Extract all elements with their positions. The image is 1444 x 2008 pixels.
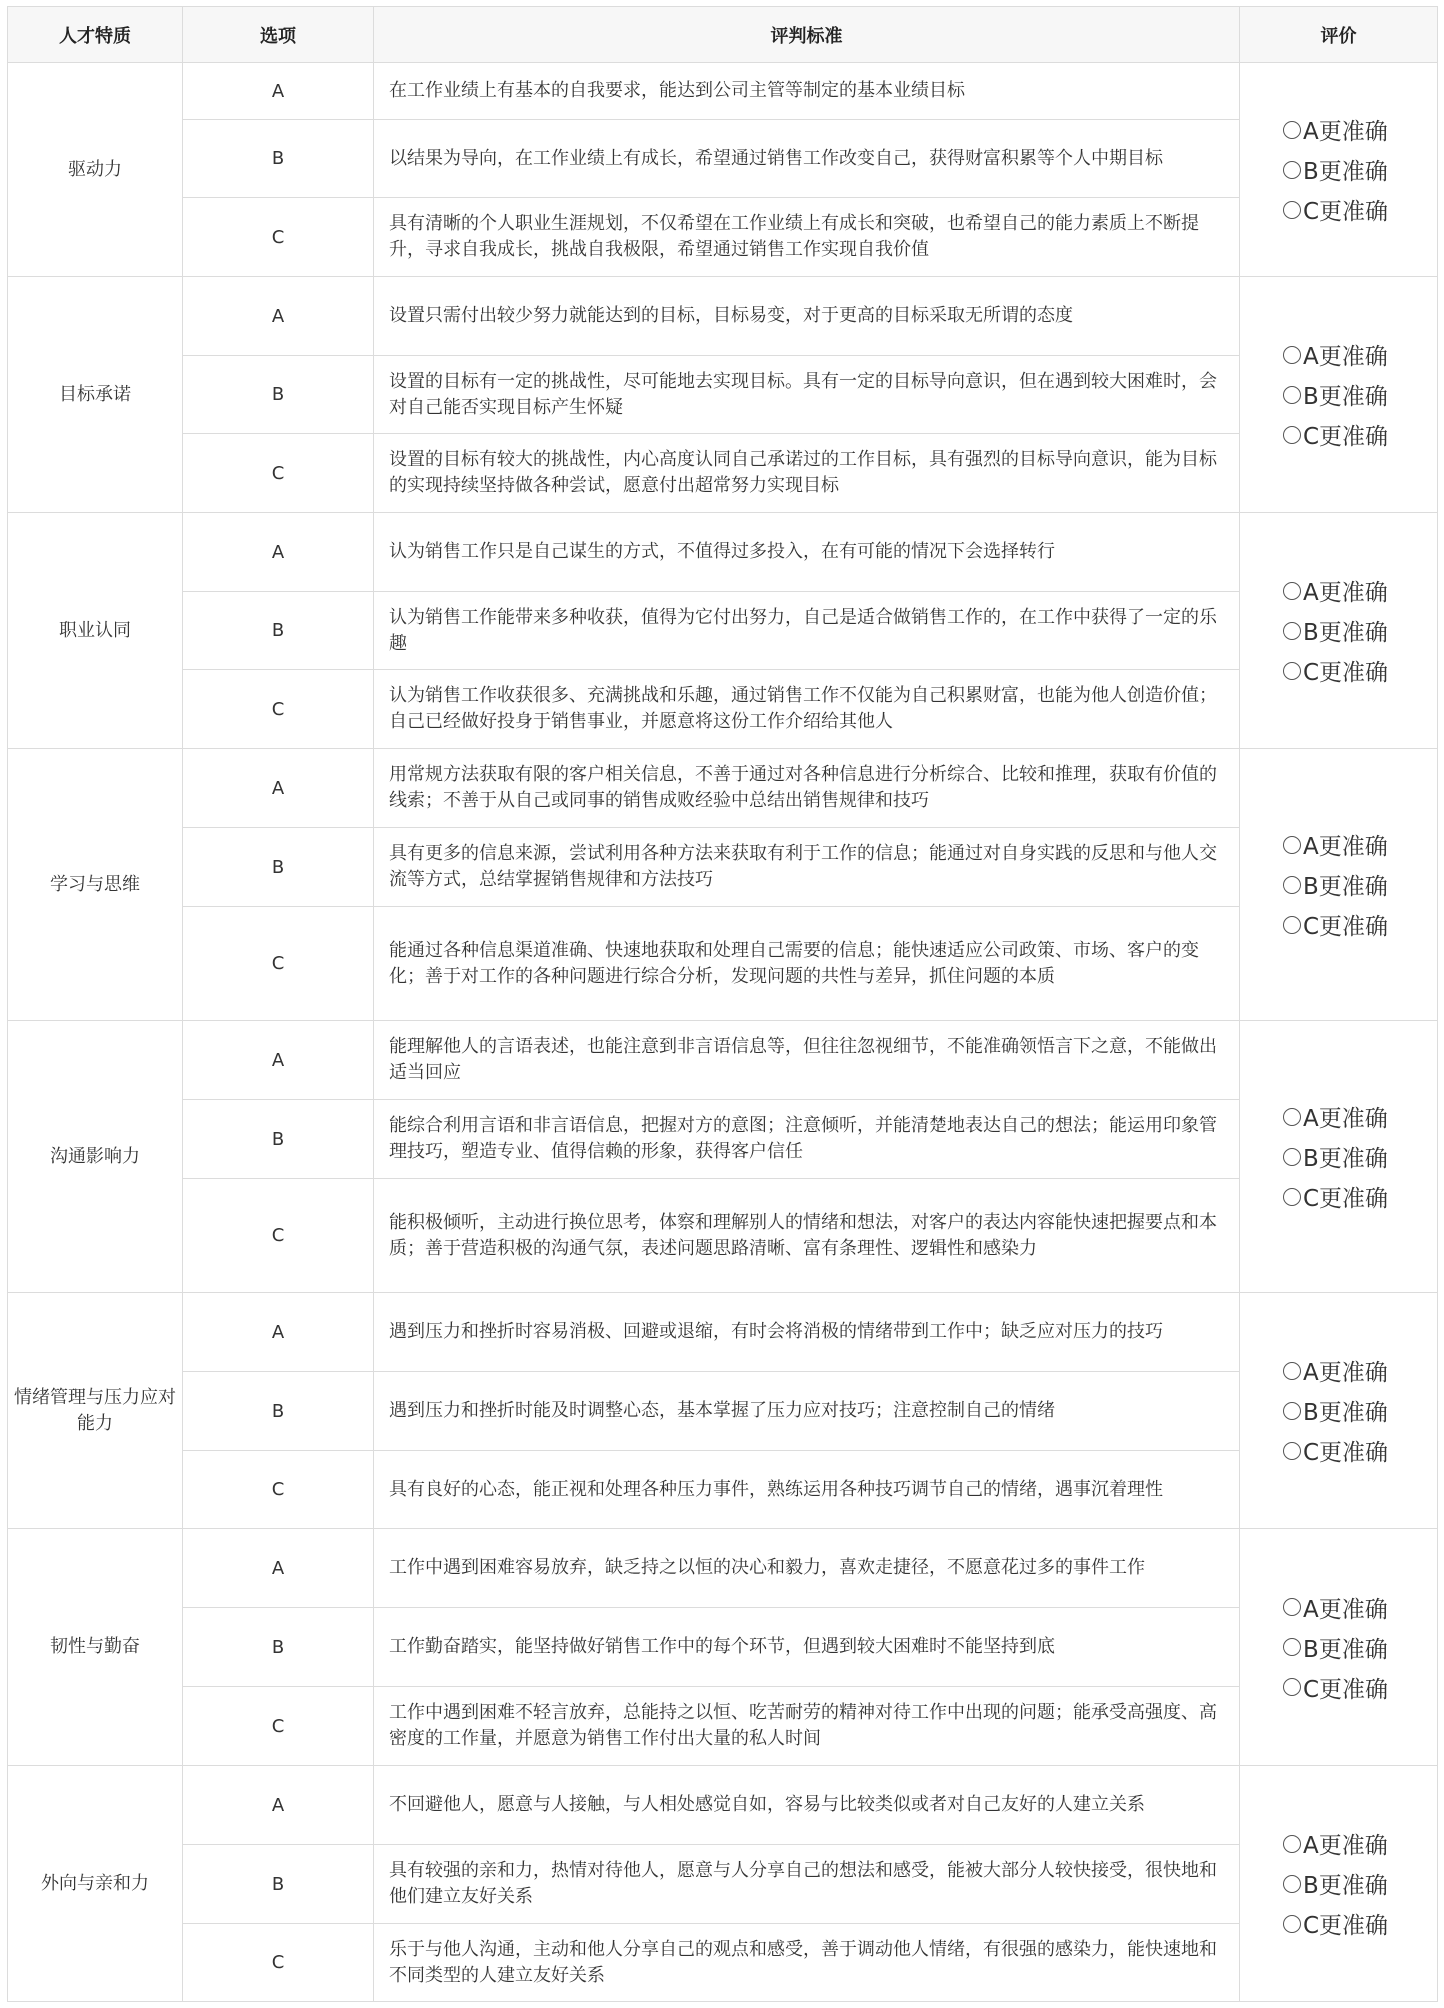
rating-cell (1240, 1021, 1438, 1293)
criteria-text: 工作中遇到困难容易放弃，缺乏持之以恒的决心和毅力，喜欢走捷径，不愿意花过多的事件工作 (374, 1529, 1240, 1608)
option-label: A (183, 277, 374, 356)
rating-option-label: C更准确 (1303, 1186, 1389, 1212)
option-label: A (183, 1021, 374, 1100)
criteria-text: 具有清晰的个人职业生涯规划，不仅希望在工作业绩上有成长和突破，也希望自己的能力素质上不断提升，寻求自我成长，挑战自我极限，希望通过销售工作实现自我价值 (374, 198, 1240, 277)
rating-option[interactable] (1283, 1587, 1437, 1627)
rating-option-label: B更准确 (1303, 1146, 1388, 1172)
table-row (8, 63, 1438, 120)
rating-option-label: B更准确 (1303, 384, 1388, 410)
radio-button[interactable] (1283, 1188, 1301, 1206)
criteria-text: 具有良好的心态，能正视和处理各种压力事件，熟练运用各种技巧调节自己的情绪，遇事沉着理性 (374, 1451, 1240, 1529)
rating-option-label: A更准确 (1303, 119, 1388, 145)
table-row (8, 592, 1438, 670)
table-row (8, 1021, 1438, 1100)
rating-option-label: A更准确 (1303, 1596, 1388, 1623)
table-row (8, 434, 1438, 513)
header-option: 选项 (183, 7, 374, 63)
option-label: C (183, 198, 374, 277)
rating-option-label: A更准确 (1303, 344, 1388, 370)
rating-option-label: A更准确 (1303, 1106, 1388, 1132)
radio-button[interactable] (1283, 1638, 1301, 1656)
rating-option[interactable] (1283, 1351, 1437, 1391)
criteria-text: 能综合利用言语和非言语信息，把握对方的意图；注意倾听，并能清楚地表达自己的想法；能运用印象管理技巧，塑造专业、值得信赖的形象，获得客户信任 (374, 1100, 1240, 1179)
rating-option-label: B更准确 (1303, 1873, 1388, 1899)
radio-button[interactable] (1283, 1598, 1301, 1616)
rating-option[interactable] (1283, 190, 1437, 230)
rating-option-label: B更准确 (1303, 874, 1388, 900)
criteria-text: 遇到压力和挫折时能及时调整心态，基本掌握了压力应对技巧；注意控制自己的情绪 (374, 1372, 1240, 1451)
table-row (8, 1924, 1438, 2002)
trait-name: 情绪管理与压力应对能力 (8, 1293, 183, 1529)
rating-option[interactable] (1283, 1864, 1437, 1904)
table-row (8, 1687, 1438, 1766)
rating-option-label: B更准确 (1303, 1400, 1388, 1426)
rating-option[interactable] (1283, 1667, 1437, 1707)
rating-option[interactable] (1283, 571, 1437, 611)
radio-button[interactable] (1283, 876, 1301, 894)
radio-button[interactable] (1283, 346, 1301, 364)
table-row (8, 277, 1438, 356)
table-row (8, 1293, 1438, 1372)
table-row (8, 1100, 1438, 1179)
trait-name: 学习与思维 (8, 749, 183, 1021)
option-label: A (183, 1293, 374, 1372)
rating-option[interactable] (1283, 1177, 1437, 1217)
radio-button[interactable] (1283, 386, 1301, 404)
header-trait: 人才特质 (8, 7, 183, 63)
radio-button[interactable] (1283, 1835, 1301, 1853)
option-label: C (183, 670, 374, 749)
option-label: B (183, 1845, 374, 1924)
rating-option[interactable] (1283, 1391, 1437, 1431)
table-row (8, 1372, 1438, 1451)
option-label: A (183, 1766, 374, 1845)
table-row (8, 356, 1438, 434)
option-label: B (183, 592, 374, 670)
radio-button[interactable] (1283, 1678, 1301, 1696)
option-label: C (183, 1451, 374, 1529)
option-label: C (183, 434, 374, 513)
rating-option-label: C更准确 (1303, 1676, 1389, 1703)
rating-option-label: C更准确 (1303, 424, 1389, 450)
option-label: A (183, 1529, 374, 1608)
option-label: A (183, 63, 374, 120)
table-row (8, 670, 1438, 749)
radio-button[interactable] (1283, 1148, 1301, 1166)
rating-option[interactable] (1283, 1824, 1437, 1864)
radio-button[interactable] (1283, 201, 1301, 219)
rating-option[interactable] (1283, 611, 1437, 651)
option-label: C (183, 1687, 374, 1766)
criteria-text: 工作中遇到困难不轻言放弃，总能持之以恒、吃苦耐劳的精神对待工作中出现的问题；能承受高强度、高密度的工作量，并愿意为销售工作付出大量的私人时间 (374, 1687, 1240, 1766)
table-row (8, 513, 1438, 592)
radio-button[interactable] (1283, 836, 1301, 854)
criteria-text: 能理解他人的言语表述，也能注意到非言语信息等，但往往忽视细节，不能准确领悟言下之意，不能做出适当回应 (374, 1021, 1240, 1100)
rating-option[interactable] (1283, 415, 1437, 455)
rating-cell (1240, 1529, 1438, 1766)
radio-button[interactable] (1283, 1442, 1301, 1460)
talent-assessment-table (7, 6, 1438, 2002)
criteria-text: 设置的目标有较大的挑战性，内心高度认同自己承诺过的工作目标，具有强烈的目标导向意识，能为目标的实现持续坚持做各种尝试，愿意付出超常努力实现目标 (374, 434, 1240, 513)
rating-option[interactable] (1283, 335, 1437, 375)
criteria-text: 乐于与他人沟通，主动和他人分享自己的观点和感受，善于调动他人情绪，有很强的感染力，能快速地和不同类型的人建立友好关系 (374, 1924, 1240, 2002)
header-criteria: 评判标准 (374, 7, 1240, 63)
rating-option-label: B更准确 (1303, 1636, 1388, 1663)
rating-cell (1240, 63, 1438, 277)
rating-option[interactable] (1283, 150, 1437, 190)
criteria-text: 工作勤奋踏实，能坚持做好销售工作中的每个环节，但遇到较大困难时不能坚持到底 (374, 1608, 1240, 1687)
option-label: B (183, 1608, 374, 1687)
trait-name: 目标承诺 (8, 277, 183, 513)
table-row (8, 828, 1438, 907)
trait-name: 外向与亲和力 (8, 1766, 183, 2002)
table-body (8, 63, 1438, 2002)
table-row (8, 198, 1438, 277)
rating-option[interactable] (1283, 1431, 1437, 1471)
trait-name: 驱动力 (8, 63, 183, 277)
option-label: B (183, 120, 374, 198)
rating-option-label: C更准确 (1303, 199, 1389, 225)
rating-option-label: A更准确 (1303, 1360, 1388, 1386)
table-row (8, 749, 1438, 828)
criteria-text: 以结果为导向，在工作业绩上有成长，希望通过销售工作改变自己，获得财富积累等个人中期目标 (374, 120, 1240, 198)
rating-cell (1240, 749, 1438, 1021)
radio-button[interactable] (1283, 121, 1301, 139)
table-row (8, 1608, 1438, 1687)
radio-button[interactable] (1283, 426, 1301, 444)
criteria-text: 能通过各种信息渠道准确、快速地获取和处理自己需要的信息；能快速适应公司政策、市场、客户的变化；善于对工作的各种问题进行综合分析，发现问题的共性与差异，抓住问题的本质 (374, 907, 1240, 1021)
rating-option-label: A更准确 (1303, 834, 1388, 860)
option-label: B (183, 1100, 374, 1179)
rating-option-label: C更准确 (1303, 914, 1389, 940)
rating-option-label: C更准确 (1303, 1440, 1389, 1466)
table-row (8, 1451, 1438, 1529)
radio-button[interactable] (1283, 1402, 1301, 1420)
criteria-text: 能积极倾听，主动进行换位思考，体察和理解别人的情绪和想法，对客户的表达内容能快速把握要点和本质；善于营造积极的沟通气氛，表述问题思路清晰、富有条理性、逻辑性和感染力 (374, 1179, 1240, 1293)
criteria-text: 设置的目标有一定的挑战性，尽可能地去实现目标。具有一定的目标导向意识，但在遇到较大困难时，会对自己能否实现目标产生怀疑 (374, 356, 1240, 434)
radio-button[interactable] (1283, 1362, 1301, 1380)
rating-option[interactable] (1283, 825, 1437, 865)
table-row (8, 1766, 1438, 1845)
table-row (8, 1179, 1438, 1293)
rating-option[interactable] (1283, 375, 1437, 415)
criteria-text: 具有更多的信息来源，尝试利用各种方法来获取有利于工作的信息；能通过对自身实践的反思和与他人交流等方式，总结掌握销售规律和方法技巧 (374, 828, 1240, 907)
rating-option-label: A更准确 (1303, 580, 1388, 606)
option-label: C (183, 907, 374, 1021)
radio-button[interactable] (1283, 161, 1301, 179)
rating-option[interactable] (1283, 1904, 1437, 1944)
rating-cell (1240, 277, 1438, 513)
criteria-text: 认为销售工作收获很多、充满挑战和乐趣，通过销售工作不仅能为自己积累财富，也能为他人创造价值；自己已经做好投身于销售事业，并愿意将这份工作介绍给其他人 (374, 670, 1240, 749)
radio-button[interactable] (1283, 1915, 1301, 1933)
radio-button[interactable] (1283, 1875, 1301, 1893)
assessment-table-wrapper (7, 6, 1438, 2002)
rating-option[interactable] (1283, 865, 1437, 905)
rating-cell (1240, 513, 1438, 749)
option-label: C (183, 1179, 374, 1293)
criteria-text: 具有较强的亲和力，热情对待他人，愿意与人分享自己的想法和感受，能被大部分人较快接受，很快地和他们建立友好关系 (374, 1845, 1240, 1924)
radio-button[interactable] (1283, 582, 1301, 600)
option-label: A (183, 513, 374, 592)
rating-option-label: B更准确 (1303, 620, 1388, 646)
rating-option-label: C更准确 (1303, 660, 1389, 686)
rating-option[interactable] (1283, 905, 1437, 945)
rating-option-label: B更准确 (1303, 159, 1388, 185)
table-row (8, 120, 1438, 198)
rating-option[interactable] (1283, 1097, 1437, 1137)
table-row (8, 1529, 1438, 1608)
criteria-text: 遇到压力和挫折时容易消极、回避或退缩，有时会将消极的情绪带到工作中；缺乏应对压力的技巧 (374, 1293, 1240, 1372)
trait-name: 职业认同 (8, 513, 183, 749)
rating-option-label: A更准确 (1303, 1833, 1388, 1859)
option-label: B (183, 356, 374, 434)
table-row (8, 907, 1438, 1021)
criteria-text: 认为销售工作能带来多种收获，值得为它付出努力，自己是适合做销售工作的，在工作中获得了一定的乐趣 (374, 592, 1240, 670)
trait-name: 韧性与勤奋 (8, 1529, 183, 1766)
rating-cell (1240, 1293, 1438, 1529)
rating-option-label: C更准确 (1303, 1913, 1389, 1939)
table-header-row (8, 7, 1438, 63)
option-label: B (183, 828, 374, 907)
option-label: C (183, 1924, 374, 2002)
criteria-text: 认为销售工作只是自己谋生的方式，不值得过多投入，在有可能的情况下会选择转行 (374, 513, 1240, 592)
table-row (8, 1845, 1438, 1924)
radio-button[interactable] (1283, 916, 1301, 934)
criteria-text: 设置只需付出较少努力就能达到的目标，目标易变，对于更高的目标采取无所谓的态度 (374, 277, 1240, 356)
criteria-text: 不回避他人，愿意与人接触，与人相处感觉自如，容易与比较类似或者对自己友好的人建立关系 (374, 1766, 1240, 1845)
radio-button[interactable] (1283, 1108, 1301, 1126)
criteria-text: 用常规方法获取有限的客户相关信息，不善于通过对各种信息进行分析综合、比较和推理，获取有价值的线索；不善于从自己或同事的销售成败经验中总结出销售规律和技巧 (374, 749, 1240, 828)
rating-option[interactable] (1283, 1137, 1437, 1177)
rating-option[interactable] (1283, 651, 1437, 691)
header-rating: 评价 (1240, 7, 1438, 63)
rating-option[interactable] (1283, 1627, 1437, 1667)
rating-option[interactable] (1283, 110, 1437, 150)
option-label: A (183, 749, 374, 828)
rating-cell (1240, 1766, 1438, 2002)
radio-button[interactable] (1283, 662, 1301, 680)
radio-button[interactable] (1283, 622, 1301, 640)
criteria-text: 在工作业绩上有基本的自我要求，能达到公司主管等制定的基本业绩目标 (374, 63, 1240, 120)
option-label: B (183, 1372, 374, 1451)
trait-name: 沟通影响力 (8, 1021, 183, 1293)
